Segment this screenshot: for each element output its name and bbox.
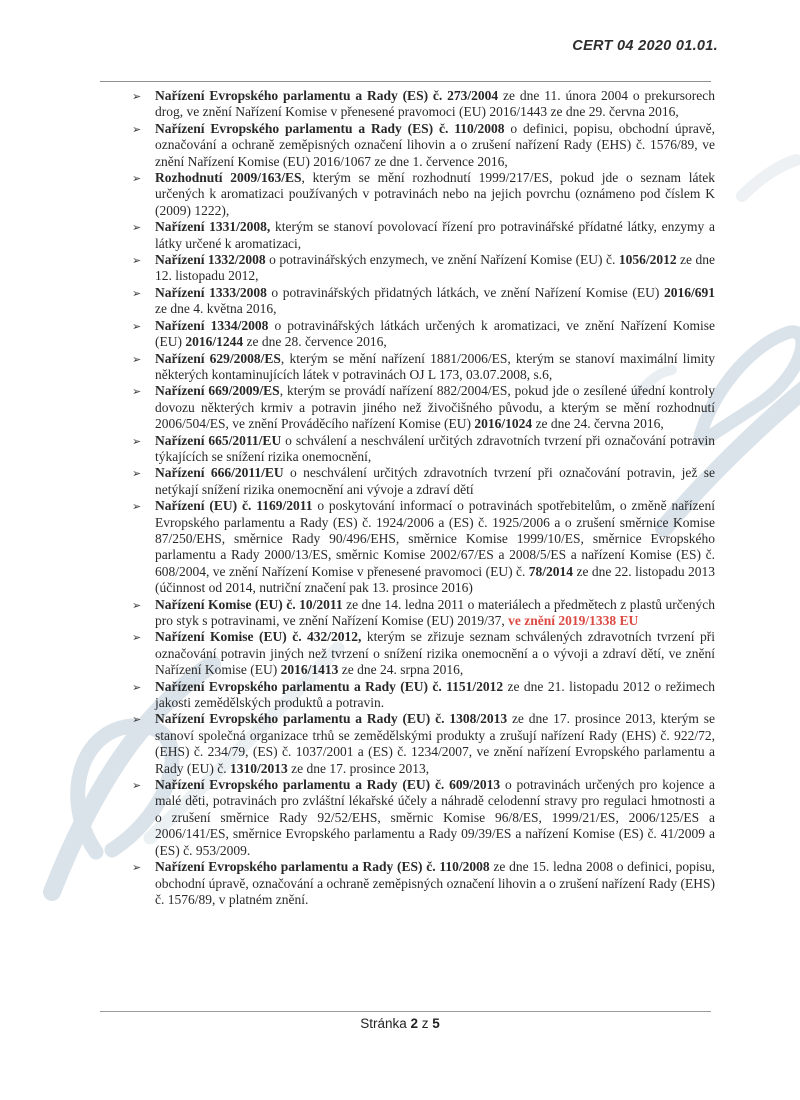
footer-divider xyxy=(100,1011,711,1012)
text-run: Nařízení 1332/2008 xyxy=(155,252,266,268)
regulation-item xyxy=(131,121,715,170)
text-run: 1310/2013 xyxy=(229,760,288,776)
text-run: Nařízení 666/2011/EU xyxy=(155,465,284,481)
bullet-arrow-icon: ➢ xyxy=(132,319,142,333)
text-run: 2016/1413 xyxy=(280,662,339,678)
bullet-arrow-icon: ➢ xyxy=(132,861,142,875)
page-footer xyxy=(0,1016,800,1031)
text-run: kterým se stanoví povolovací řízení pro potravinářské přídatné látky, enzymy a látky určené k aromatizaci, xyxy=(155,219,715,251)
text-run: 78/2014 xyxy=(528,563,574,579)
text-run: Nařízení Komise (EU) č. 10/2011 xyxy=(155,596,343,612)
footer-page-number: 2 xyxy=(410,1016,418,1031)
text-run: Nařízení Evropského parlamentu a Rady (EU) č. 1151/2012 xyxy=(155,678,504,694)
bullet-arrow-icon: ➢ xyxy=(132,90,142,103)
footer-total-pages: 5 xyxy=(432,1016,440,1031)
header-divider xyxy=(100,81,711,82)
text-run: Nařízení Evropského parlamentu a Rady (ES) č. 110/2008 xyxy=(155,120,505,136)
regulation-item xyxy=(131,383,715,432)
bullet-arrow-icon: ➢ xyxy=(132,172,142,186)
text-run: o potravinářských látkách určených k aromatizaci, ve znění Nařízení Komise (EU) xyxy=(155,317,715,350)
text-run: o poskytování informací o potravinách spotřebitelům, o změně nařízení Evropského parlamentu a Rady (ES) č. 1924/2006 a (ES) č. 1925/2006 a o zrušení směrnice Komise 87/250/EHS, směrnice Rady 90/496/EHS, směrnice Komise 1999/10/ES, směrnice Evropského parlamentu a Rady 2000/13/ES, směrnic Komise 2002/67/ES a 2008/5/ES a nařízení Komise (ES) č. 608/2004, ve znění Nařízení Komise v přenesené pravomoci (EU) č. xyxy=(155,498,715,579)
text-run: Nařízení 1331/2008, xyxy=(155,219,271,235)
text-run: ze dne 12. listopadu 2012, xyxy=(155,252,715,284)
regulation-item xyxy=(131,859,715,908)
text-run: Nařízení 665/2011/EU xyxy=(155,432,282,448)
regulation-item xyxy=(131,498,715,596)
text-run: Nařízení 629/2008/ES xyxy=(155,350,281,366)
text-run: Nařízení (EU) č. 1169/2011 xyxy=(155,498,313,514)
text-run: ze dne 4. května 2016, xyxy=(155,301,277,317)
text-run: ze dne 21. listopadu 2012 o režimech jakosti zemědělských produktů a potravin. xyxy=(155,678,715,711)
text-run: Nařízení 669/2009/ES xyxy=(155,383,280,399)
bullet-arrow-icon: ➢ xyxy=(132,385,142,399)
text-run: ze dne 28. července 2016, xyxy=(243,334,387,350)
bullet-arrow-icon: ➢ xyxy=(132,500,142,514)
bullet-arrow-icon: ➢ xyxy=(132,631,142,645)
text-run: Nařízení Evropského parlamentu a Rady (ES) č. 110/2008 xyxy=(155,859,490,875)
text-run: Nařízení 1333/2008 xyxy=(155,284,267,300)
text-run: , kterým se mění nařízení 1881/2006/ES, kterým se stanoví maximální limity některých kontaminujících látek v potravinách OJ L 173, 03.07.2008, s.6, xyxy=(155,350,715,382)
regulation-item xyxy=(131,170,715,219)
regulations-list xyxy=(131,88,715,908)
footer-of-label: z xyxy=(421,1016,429,1031)
text-run: Nařízení Komise (EU) č. 432/2012, xyxy=(155,629,362,645)
regulation-item xyxy=(131,88,715,121)
text-run: 1056/2012 xyxy=(618,252,677,268)
bullet-arrow-icon: ➢ xyxy=(132,254,142,268)
bullet-arrow-icon: ➢ xyxy=(132,467,142,481)
regulation-item xyxy=(131,629,715,678)
regulation-item xyxy=(131,252,715,285)
text-run: o definici, popisu, obchodní úpravě, označování a ochraně zeměpisných označení lihovin a o zrušení nařízení Rady (EHS) č. 1576/89, ve znění Nařízení Komise (EU) 2016/1067 ze dne 1. července 2016, xyxy=(155,120,715,169)
regulation-item xyxy=(131,711,715,777)
text-run: ze dne 11. února 2004 o prekursorech drog, ve znění Nařízení Komise v přenesené pravomoci (EU) 2016/1443 ze dne 29. června 2016, xyxy=(155,88,715,120)
text-run: 2016/691 xyxy=(663,284,715,300)
regulation-item xyxy=(131,351,715,384)
text-run: Rozhodnutí 2009/163/ES xyxy=(155,170,302,186)
text-run: Nařízení Evropského parlamentu a Rady (ES) č. 273/2004 xyxy=(155,88,499,103)
text-run: o potravinářských přidatných látkách, ve znění Nařízení Komise (EU) xyxy=(266,284,664,300)
text-run: o schválení a neschválení určitých zdravotních tvrzení při označování potravin týkajících se snížení rizika onemocnění, xyxy=(155,432,715,464)
regulation-item xyxy=(131,465,715,498)
bullet-arrow-icon: ➢ xyxy=(132,221,142,235)
text-run: o potravinách určených pro kojence a malé děti, potravinách pro zvláštní lékařské účely a náhradě celodenní stravy pro regulaci hmotnosti a o zrušení směrnice Rady 92/52/EHS, směrnic Komise 96/8/ES, 1999/21/ES, 2006/125/ES a 2006/141/ES, směrnice Evropského parlamentu a Rady 09/39/ES a nařízení Komise (ES) č. 41/2009 a (ES) č. 953/2009. xyxy=(155,777,715,858)
regulation-item xyxy=(131,318,715,351)
bullet-arrow-icon: ➢ xyxy=(132,680,142,694)
bullet-arrow-icon: ➢ xyxy=(132,598,142,612)
footer-page-label: Stránka xyxy=(360,1016,407,1031)
text-run: ze dne 17. prosince 2013, kterým se stanoví společná organizace trhů se zemědělskými produkty a zrušují nařízení Rady (EHS) č. 922/72, (EHS) č. 234/79, (ES) č. 1037/2001 a (ES) č. 1234/2007, ve znění nařízení Evropského parlamentu a Rady (EU) č. xyxy=(155,711,715,776)
text-run: ze dne 17. prosince 2013, xyxy=(287,760,430,776)
text-run: ze dne 24. srpna 2016, xyxy=(338,662,464,678)
bullet-arrow-icon: ➢ xyxy=(132,286,142,300)
text-run: ze dne 14. ledna 2011 o materiálech a předmětech z plastů určených pro styk s potravinami, ve znění Nařízení Komise (EU) 2019/37, xyxy=(155,596,715,628)
text-run: Nařízení 1334/2008 xyxy=(155,317,269,333)
regulation-item xyxy=(131,219,715,252)
text-run: , kterým se mění rozhodnutí 1999/217/ES, pokud jde o seznam látek určených k aromatizaci používaných v potravinách nebo na jejich povrchu (oznámeno pod číslem K (2009) 1222), xyxy=(155,170,715,218)
bullet-arrow-icon: ➢ xyxy=(132,434,142,448)
text-run: o neschválení určitých zdravotních tvrzení při označování potravin, jež se netýkají snížení rizika onemocnění ani vývoje a zdraví dětí xyxy=(155,465,716,497)
regulation-item xyxy=(131,777,715,859)
text-run: , kterým se provádí nařízení 882/2004/ES, pokud jde o zesílené úřední kontroly dovozu některých krmiv a potravin jiného než živočišného původu, a kterým se mění rozhodnutí 2006/504/ES, ve znění Prováděcího nařízení Komise (EU) xyxy=(155,383,716,432)
regulation-item xyxy=(131,679,715,712)
text-run: ve znění 2019/1338 EU xyxy=(508,613,639,628)
text-run: 2016/1244 xyxy=(185,334,244,350)
text-run: 2016/1024 xyxy=(474,416,533,432)
text-run: o potravinářských enzymech, ve znění Nařízení Komise (EU) č. xyxy=(265,252,619,268)
regulation-item xyxy=(131,285,715,318)
document-reference: CERT 04 2020 01.01. xyxy=(572,38,718,54)
text-run: kterým se zřizuje seznam schválených zdravotních tvrzení při označování potravin jiných než tvrzení o snížení rizika onemocnění a o vývoji a zdraví dětí, ve znění Nařízení Komise (EU) xyxy=(155,629,715,678)
regulation-item xyxy=(131,597,715,630)
text-run: ze dne 24. června 2016, xyxy=(532,416,664,432)
text-run: Nařízení Evropského parlamentu a Rady (EU) č. 1308/2013 xyxy=(155,711,508,727)
regulation-item xyxy=(131,433,715,466)
bullet-arrow-icon: ➢ xyxy=(132,713,142,727)
bullet-arrow-icon: ➢ xyxy=(132,352,142,366)
bullet-arrow-icon: ➢ xyxy=(132,122,142,136)
text-run: Nařízení Evropského parlamentu a Rady (EU) č. 609/2013 xyxy=(155,777,501,793)
text-run: ze dne 15. ledna 2008 o definici, popisu, obchodní úpravě, označování a ochraně zeměpisných označení lihovin a o zrušení nařízení Rady (EHS) č. 1576/89, v platném znění. xyxy=(155,859,715,907)
text-run: ze dne 22. listopadu 2013 (účinnost od 2014, nutriční značení pak 13. prosince 2016) xyxy=(155,563,715,596)
bullet-arrow-icon: ➢ xyxy=(132,779,142,793)
